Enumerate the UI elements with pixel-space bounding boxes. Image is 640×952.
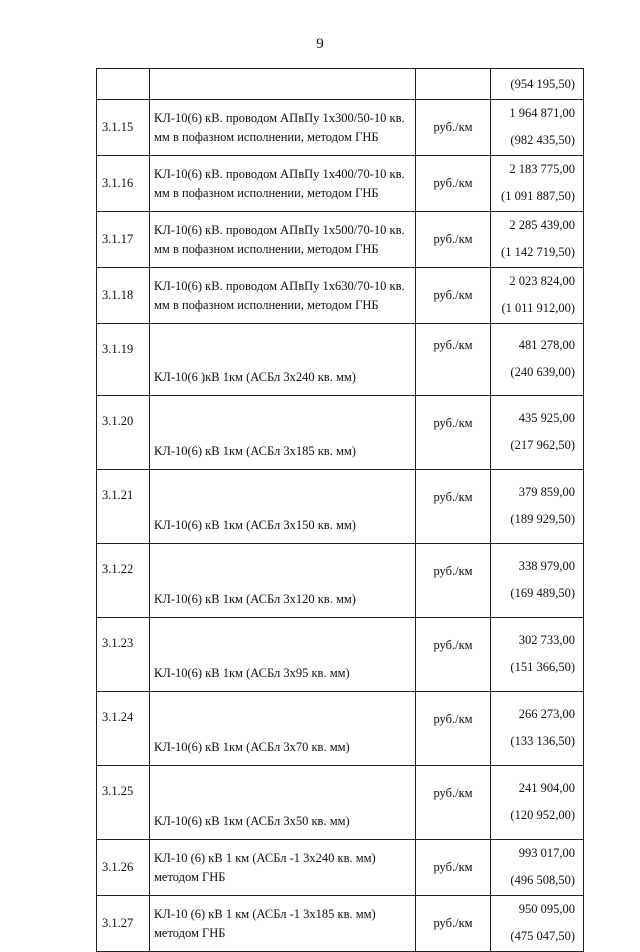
item-unit: руб./км xyxy=(416,470,491,544)
item-unit: руб./км xyxy=(416,156,491,212)
item-description: КЛ-10(6) кВ. проводом АПвПу 1х300/50-10 кв. мм в пофазном исполнении, методом ГНБ xyxy=(150,100,416,156)
table-row xyxy=(97,692,584,766)
item-value xyxy=(491,100,584,156)
item-value-sub: (475 047,50) xyxy=(510,928,575,943)
item-unit: руб./км xyxy=(416,100,491,156)
item-description: КЛ-10 (6) кВ 1 км (АСБл -1 3х185 кв. мм) методом ГНБ xyxy=(150,896,416,952)
item-value-main: 2 023 824,00 xyxy=(509,273,575,288)
table-row xyxy=(97,396,584,470)
item-number: 3.1.19 xyxy=(97,324,150,396)
table-row xyxy=(97,100,584,156)
item-unit: руб./км xyxy=(416,840,491,896)
item-value-main: 338 979,00 xyxy=(518,558,575,573)
table-row xyxy=(97,324,584,396)
item-unit: руб./км xyxy=(416,324,491,396)
item-number: 3.1.22 xyxy=(97,544,150,618)
item-value-main: 481 278,00 xyxy=(518,337,575,352)
item-value-sub: (217 962,50) xyxy=(510,437,575,452)
item-value-sub: (169 489,50) xyxy=(510,585,575,600)
item-value-main: 950 095,00 xyxy=(518,901,575,916)
table-row xyxy=(97,156,584,212)
table-row xyxy=(97,470,584,544)
item-number: 3.1.23 xyxy=(97,618,150,692)
item-value xyxy=(491,69,584,100)
item-description: КЛ-10(6) кВ 1км (АСБл 3х120 кв. мм) xyxy=(150,544,416,618)
item-unit: руб./км xyxy=(416,618,491,692)
item-description: КЛ-10(6 )кВ 1км (АСБл 3х240 кв. мм) xyxy=(150,324,416,396)
item-number: 3.1.16 xyxy=(97,156,150,212)
item-value-sub: (496 508,50) xyxy=(510,872,575,887)
item-value-sub: (133 136,50) xyxy=(510,733,575,748)
item-description: КЛ-10(6) кВ 1км (АСБл 3х70 кв. мм) xyxy=(150,692,416,766)
item-value-sub: (1 091 887,50) xyxy=(501,188,575,203)
item-unit xyxy=(416,69,491,100)
item-number: 3.1.26 xyxy=(97,840,150,896)
table-row xyxy=(97,840,584,896)
item-value xyxy=(491,470,584,544)
item-value xyxy=(491,324,584,396)
item-value-sub: (954 195,50) xyxy=(510,76,575,91)
table-row xyxy=(97,268,584,324)
item-unit: руб./км xyxy=(416,212,491,268)
item-unit: руб./км xyxy=(416,766,491,840)
item-description: КЛ-10(6) кВ 1км (АСБл 3х95 кв. мм) xyxy=(150,618,416,692)
item-value-main: 1 964 871,00 xyxy=(509,105,575,120)
item-value-main: 379 859,00 xyxy=(518,484,575,499)
item-value xyxy=(491,396,584,470)
item-value-sub: (120 952,00) xyxy=(510,807,575,822)
item-value-main: 993 017,00 xyxy=(518,845,575,860)
item-value xyxy=(491,156,584,212)
item-number xyxy=(97,69,150,100)
item-unit: руб./км xyxy=(416,396,491,470)
item-value-main: 2 183 775,00 xyxy=(509,161,575,176)
item-number: 3.1.20 xyxy=(97,396,150,470)
item-value xyxy=(491,766,584,840)
table-row xyxy=(97,544,584,618)
item-value xyxy=(491,268,584,324)
item-description: КЛ-10(6) кВ. проводом АПвПу 1х630/70-10 кв. мм в пофазном исполнении, методом ГНБ xyxy=(150,268,416,324)
item-value-sub: (982 435,50) xyxy=(510,132,575,147)
item-description: КЛ-10(6) кВ 1км (АСБл 3х50 кв. мм) xyxy=(150,766,416,840)
item-description: КЛ-10(6) кВ 1км (АСБл 3х185 кв. мм) xyxy=(150,396,416,470)
item-value-sub: (151 366,50) xyxy=(510,659,575,674)
item-number: 3.1.25 xyxy=(97,766,150,840)
item-unit: руб./км xyxy=(416,268,491,324)
table-row xyxy=(97,212,584,268)
item-unit: руб./км xyxy=(416,544,491,618)
item-description: КЛ-10 (6) кВ 1 км (АСБл -1 3х240 кв. мм) методом ГНБ xyxy=(150,840,416,896)
item-value-main: 2 285 439,00 xyxy=(509,217,575,232)
page-number: 9 xyxy=(316,36,324,52)
item-value-sub: (189 929,50) xyxy=(510,511,575,526)
item-value-sub: (1 142 719,50) xyxy=(501,244,575,259)
item-value-main: 241 904,00 xyxy=(518,780,575,795)
item-value-main: 302 733,00 xyxy=(518,632,575,647)
table-row xyxy=(97,766,584,840)
item-value xyxy=(491,544,584,618)
item-value-main: 435 925,00 xyxy=(518,410,575,425)
item-description xyxy=(150,69,416,100)
price-table xyxy=(96,68,584,952)
item-number: 3.1.24 xyxy=(97,692,150,766)
item-value xyxy=(491,618,584,692)
item-description: КЛ-10(6) кВ. проводом АПвПу 1х500/70-10 кв. мм в пофазном исполнении, методом ГНБ xyxy=(150,212,416,268)
item-value-sub: (1 011 912,00) xyxy=(501,300,575,315)
item-description: КЛ-10(6) кВ. проводом АПвПу 1х400/70-10 кв. мм в пофазном исполнении, методом ГНБ xyxy=(150,156,416,212)
item-description: КЛ-10(6) кВ 1км (АСБл 3х150 кв. мм) xyxy=(150,470,416,544)
item-value-main: 266 273,00 xyxy=(518,706,575,721)
table-row xyxy=(97,69,584,100)
item-unit: руб./км xyxy=(416,692,491,766)
item-number: 3.1.17 xyxy=(97,212,150,268)
item-number: 3.1.15 xyxy=(97,100,150,156)
item-value xyxy=(491,212,584,268)
item-value xyxy=(491,840,584,896)
item-unit: руб./км xyxy=(416,896,491,952)
table-row xyxy=(97,618,584,692)
item-number: 3.1.27 xyxy=(97,896,150,952)
item-number: 3.1.18 xyxy=(97,268,150,324)
table-row xyxy=(97,896,584,952)
item-number: 3.1.21 xyxy=(97,470,150,544)
item-value-sub: (240 639,00) xyxy=(510,364,575,379)
item-value xyxy=(491,896,584,952)
item-value xyxy=(491,692,584,766)
